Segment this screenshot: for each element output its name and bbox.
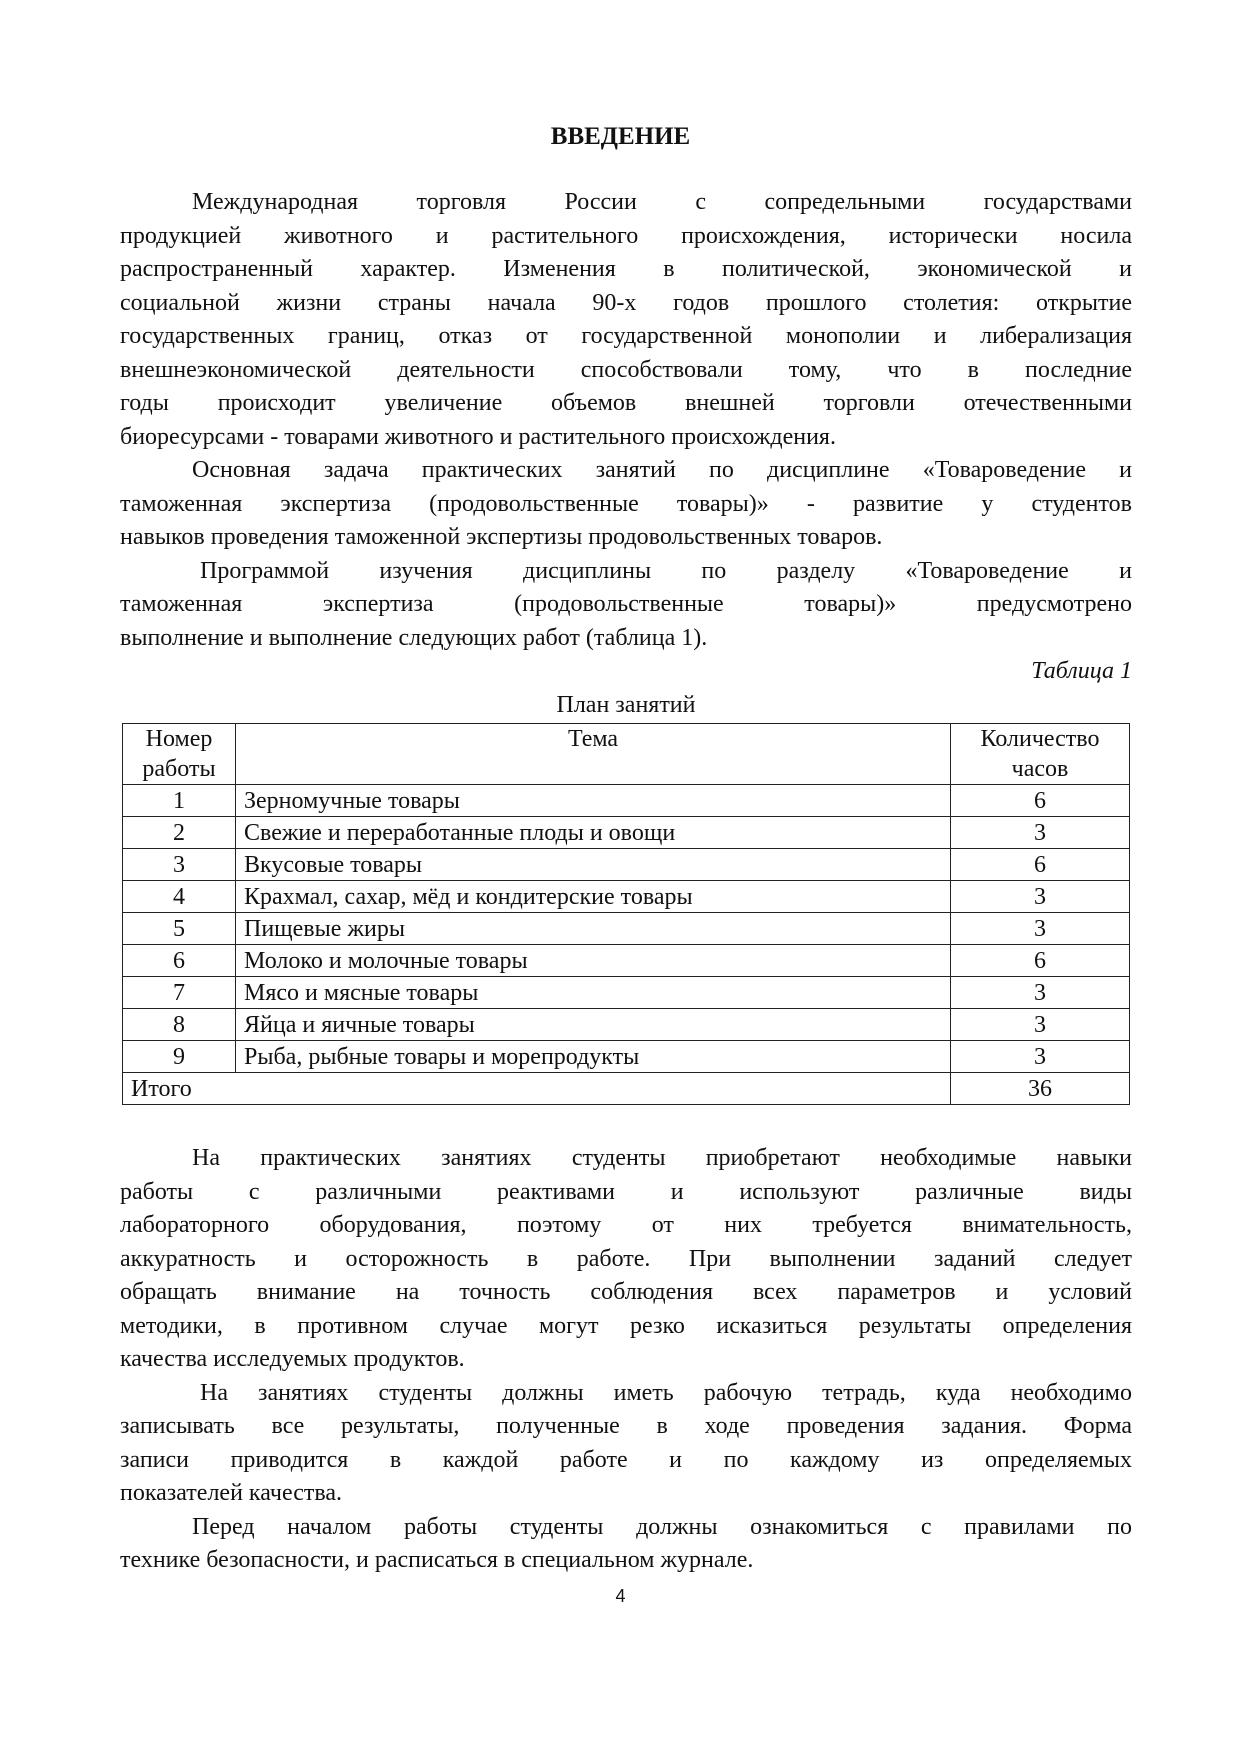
text-line: записи приводится в каждой работе и по каждому из определяемых — [120, 1446, 1132, 1473]
table-row — [123, 849, 1130, 881]
row-topic: Мясо и мясные товары — [236, 977, 951, 1009]
row-number: 9 — [123, 1041, 236, 1073]
table-row — [123, 817, 1130, 849]
text-line: распространенный характер. Изменения в политической, экономической и — [120, 256, 1132, 282]
row-number: 3 — [123, 849, 236, 881]
row-topic: Яйца и яичные товары — [236, 1009, 951, 1041]
row-hours: 3 — [951, 881, 1130, 913]
text-line: Международная торговля России с сопредельными государствами — [192, 189, 1132, 215]
header-number: Номер работы — [123, 724, 236, 785]
text-line: записывать все результаты, полученные в ходе проведения задания. Форма — [120, 1413, 1132, 1439]
row-hours: 6 — [951, 945, 1130, 977]
text-line: Основная задача практических занятий по дисциплине «Товароведение и — [192, 457, 1132, 483]
row-hours: 3 — [951, 1041, 1130, 1073]
lessons-plan-table — [122, 723, 1130, 1105]
row-number: 4 — [123, 881, 236, 913]
text-line: таможенная экспертиза (продовольственные товары)» предусмотрено — [120, 591, 1132, 617]
table-row — [123, 1041, 1130, 1073]
text-line: технике безопасности, и расписаться в специальном журнале. — [120, 1547, 754, 1573]
page-number: 4 — [615, 1586, 626, 1606]
total-hours: 36 — [951, 1073, 1130, 1105]
text-line: навыков проведения таможенной экспертизы продовольственных товаров. — [120, 524, 883, 550]
text-line: государственных границ, отказ от государственной монополии и либерализация — [120, 323, 1132, 349]
text-line: обращать внимание на точность соблюдения всех параметров и условий — [120, 1279, 1132, 1305]
header-hours: Количество часов — [951, 724, 1130, 785]
row-number: 5 — [123, 913, 236, 945]
table-row — [123, 881, 1130, 913]
text-line: качества исследуемых продуктов. — [120, 1346, 465, 1372]
row-hours: 3 — [951, 977, 1130, 1009]
text-line: На практических занятиях студенты приобретают необходимые навыки — [192, 1145, 1132, 1171]
row-number: 7 — [123, 977, 236, 1009]
total-row — [123, 1073, 1130, 1105]
row-number: 1 — [123, 785, 236, 817]
text-line: лабораторного оборудования, поэтому от них требуется внимательность, — [120, 1212, 1132, 1238]
text-line: Программой изучения дисциплины по разделу «Товароведение и — [200, 557, 1132, 584]
table-row — [123, 913, 1130, 945]
text-line: Перед началом работы студенты должны ознакомиться с правилами по — [192, 1513, 1132, 1540]
text-line: методики, в противном случае могут резко исказиться результаты определения — [120, 1312, 1132, 1339]
table-row — [123, 1009, 1130, 1041]
header-topic: Тема — [236, 724, 951, 785]
text-line: продукцией животного и растительного происхождения, исторически носила — [120, 222, 1132, 249]
text-line: выполнение и выполнение следующих работ (таблица 1). — [120, 624, 708, 651]
text-line: внешнеэкономической деятельности способствовали тому, что в последние — [120, 356, 1132, 383]
row-number: 8 — [123, 1009, 236, 1041]
text-line: работы с различными реактивами и используют различные виды — [120, 1178, 1132, 1205]
row-topic: Вкусовые товары — [236, 849, 951, 881]
row-hours: 6 — [951, 785, 1130, 817]
row-number: 2 — [123, 817, 236, 849]
row-hours: 3 — [951, 913, 1130, 945]
row-topic: Зерномучные товары — [236, 785, 951, 817]
row-topic: Крахмал, сахар, мёд и кондитерские товары — [236, 881, 951, 913]
row-topic: Молоко и молочные товары — [236, 945, 951, 977]
table-row — [123, 945, 1130, 977]
row-hours: 3 — [951, 817, 1130, 849]
row-hours: 6 — [951, 849, 1130, 881]
table-row — [123, 977, 1130, 1009]
text-line: аккуратность и осторожность в работе. При выполнении заданий следует — [120, 1245, 1132, 1272]
text-line: На занятиях студенты должны иметь рабочую тетрадь, куда необходимо — [200, 1379, 1132, 1406]
row-number: 6 — [123, 945, 236, 977]
text-line: таможенная экспертиза (продовольственные товары)» - развитие у студентов — [120, 490, 1132, 517]
table-title: План занятий — [556, 691, 696, 718]
text-line: показателей качества. — [120, 1480, 343, 1506]
row-topic: Пищевые жиры — [236, 913, 951, 945]
table-label: Таблица 1 — [1031, 658, 1132, 684]
row-hours: 3 — [951, 1009, 1130, 1041]
total-label: Итого — [123, 1073, 951, 1105]
table-header-row — [123, 724, 1130, 785]
table-row — [123, 785, 1130, 817]
closing-text — [120, 1142, 1132, 1578]
section-heading: ВВЕДЕНИЕ — [550, 123, 691, 150]
intro-text — [120, 186, 1132, 722]
row-topic: Рыба, рыбные товары и морепродукты — [236, 1041, 951, 1073]
text-line: биоресурсами - товарами животного и растительного происхождения. — [120, 423, 836, 450]
text-line: социальной жизни страны начала 90-х годов прошлого столетия: открытие — [120, 289, 1132, 316]
row-topic: Свежие и переработанные плоды и овощи — [236, 817, 951, 849]
text-line: годы происходит увеличение объемов внешней торговли отечественными — [120, 390, 1132, 416]
